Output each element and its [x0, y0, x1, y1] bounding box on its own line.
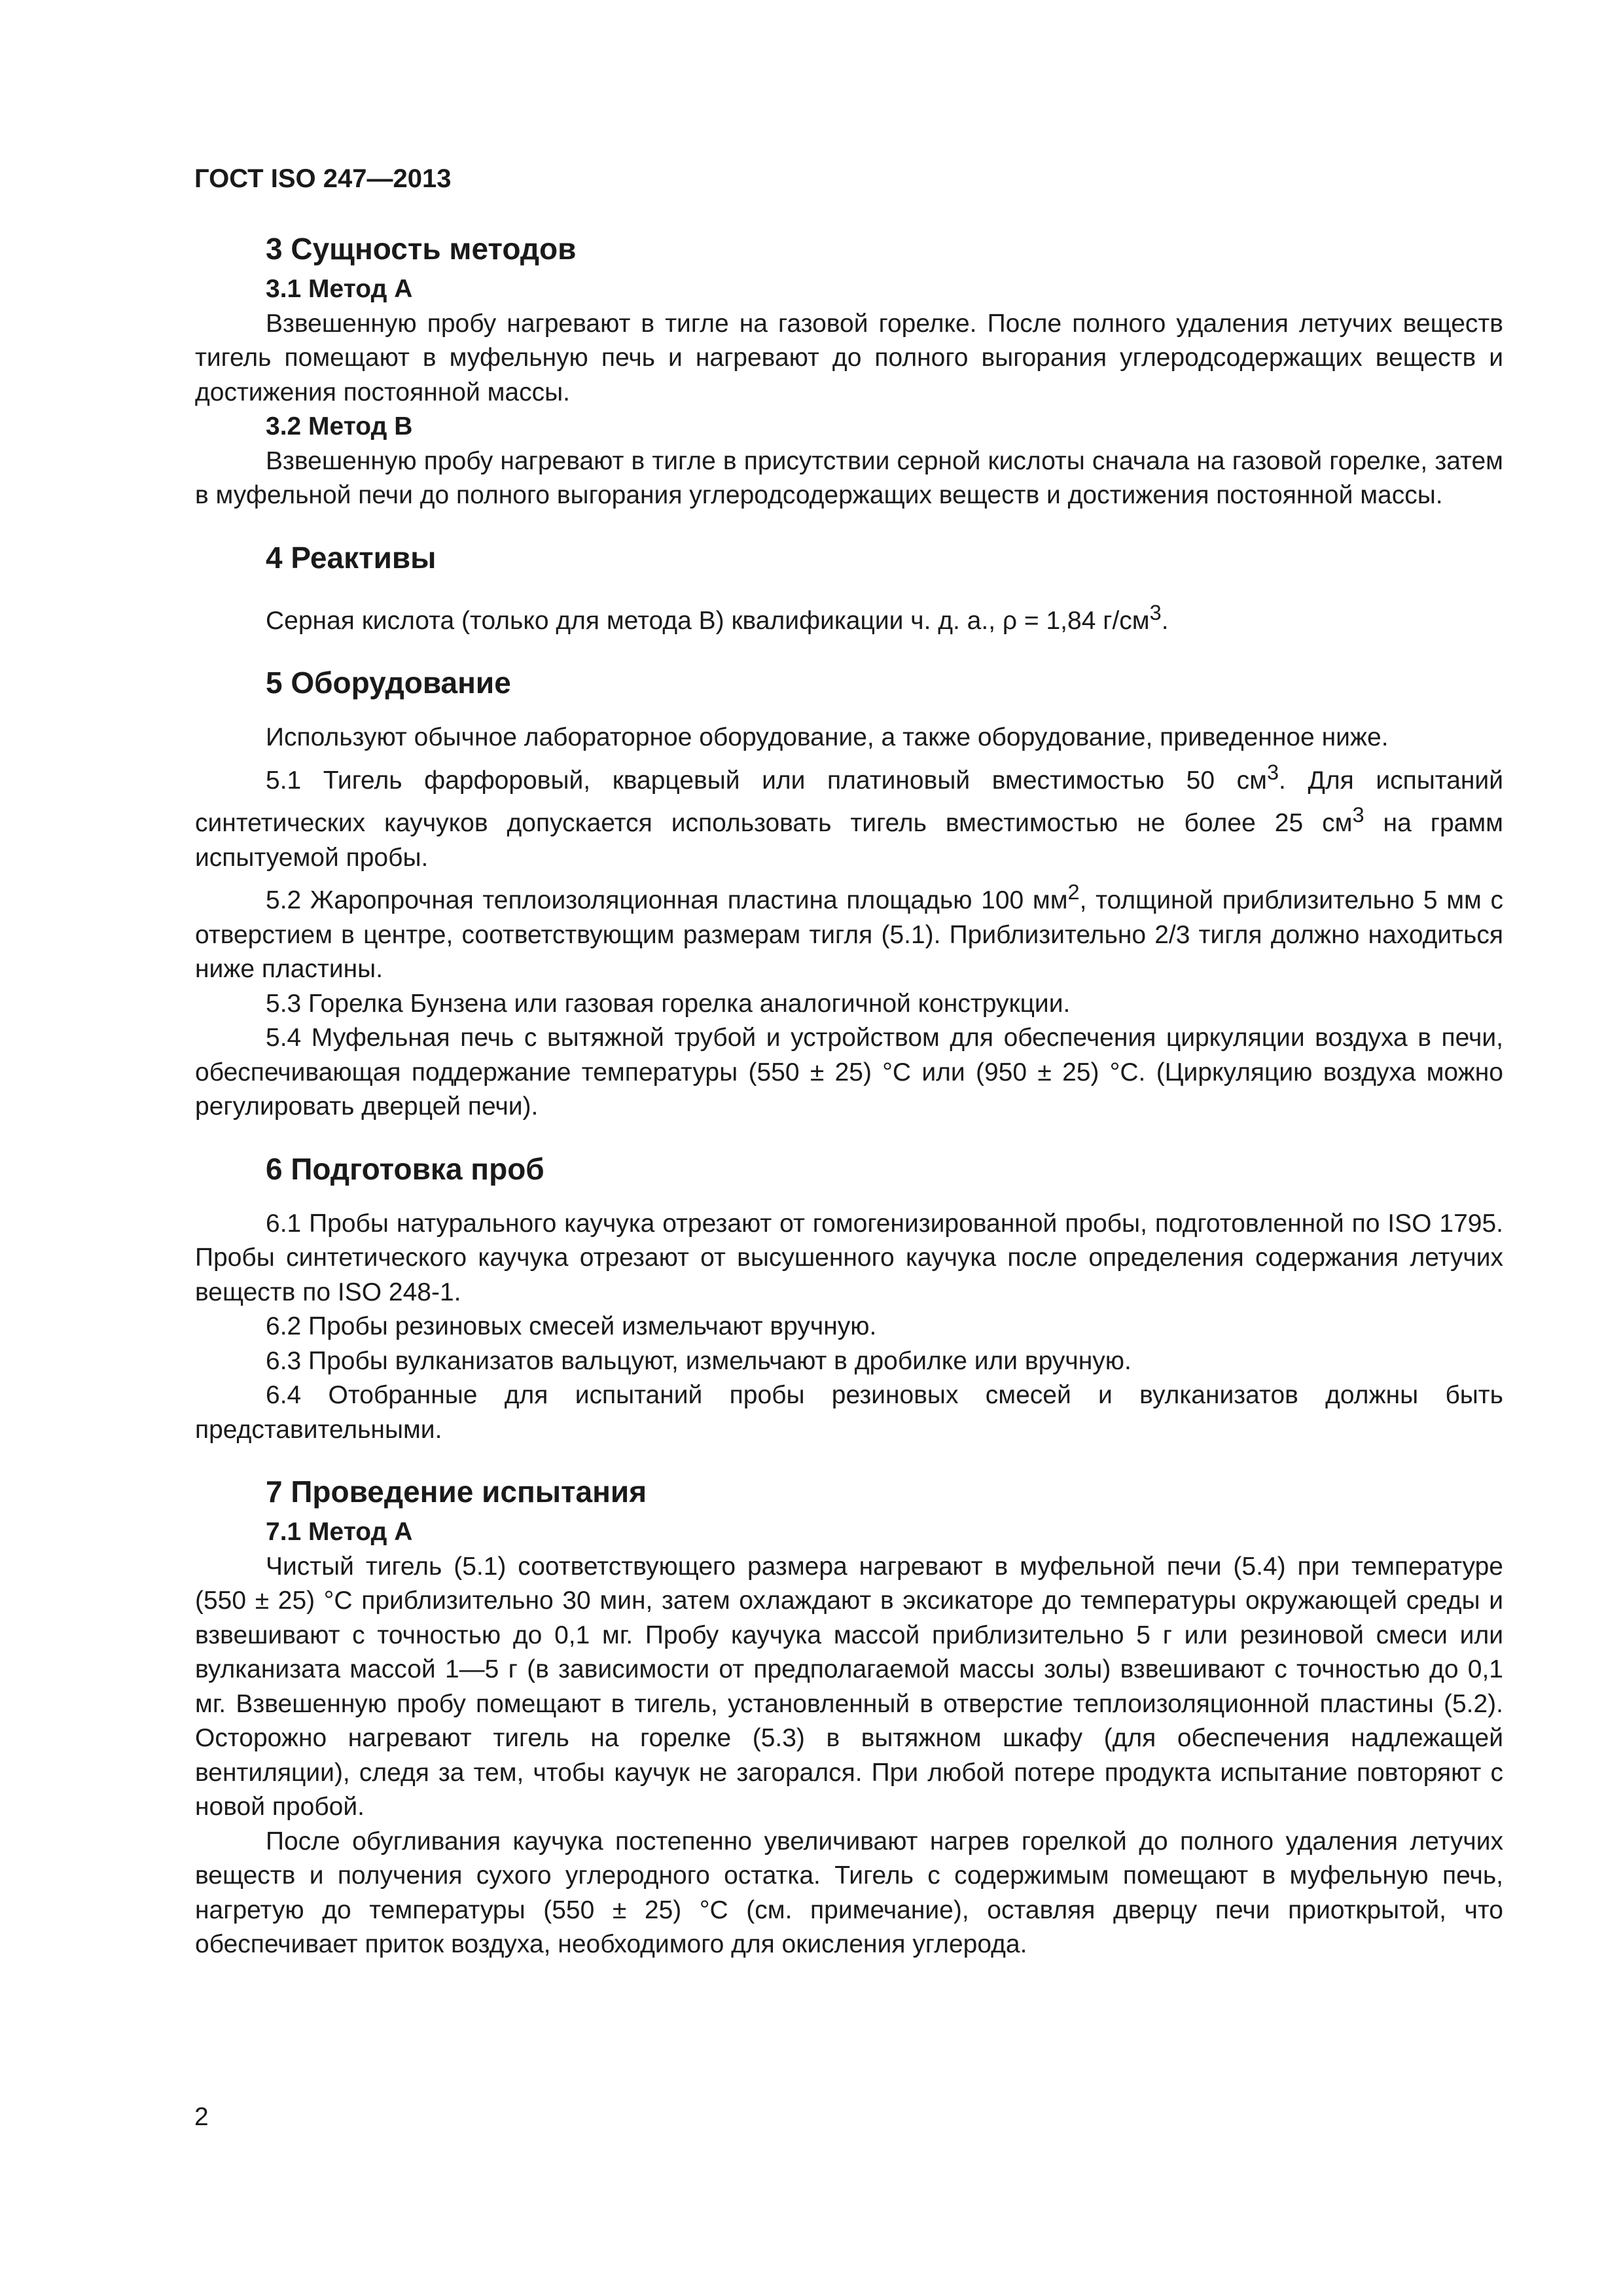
subsection-3-1-title: 3.1 Метод А	[266, 275, 413, 303]
page-number: 2	[194, 2103, 209, 2131]
clause-7-1-paragraph-2: После обугливания каучука постепенно увеличивают нагрев горелкой до полного удаления летучих веществ и получения сухого углеродного остатка. Тигель с содержимым помещают в муфельную печь, нагретую до температуры (550 ± 25) °С (см. примечание), оставляя дверцу печи приоткрытой, что обеспечивает приток воздуха, необходимого для окисления углерода.	[195, 1827, 1503, 1958]
clause-6-4: 6.4 Отобранные для испытаний пробы резиновых смесей и вулканизатов должны быть представительными.	[195, 1381, 1503, 1444]
section-6-title: 6 Подготовка проб	[266, 1151, 544, 1186]
clause-7-1-paragraph-1: Чистый тигель (5.1) соответствующего размера нагревают в муфельной печи (5.4) при температуре (550 ± 25) °С приблизительно 30 мин, затем охлаждают в эксикаторе до температуры окружающей среды и взвешивают с точностью до 0,1 мг. Пробу каучука массой приблизительно 5 г или резиновой смеси или вулканизата массой 1—5 г (в зависимости от предполагаемой массы золы) взвешивают с точностью до 0,1 мг. Взвешенную пробу помещают в тигель, установленный в отверстие теплоизоляционной пластины (5.2). Осторожно нагревают тигель на горелке (5.3) в вытяжном шкафу (для обеспечения надлежащей вентиляции), следя за тем, чтобы каучук не загорался. При любой потере продукта испытание повторяют с новой пробой.	[195, 1552, 1503, 1821]
subsection-3-2-text: Взвешенную пробу нагревают в тигле в присутствии серной кислоты сначала на газовой горелке, затем в муфельной печи до полного выгорания углеродсодержащих веществ и достижения постоянной массы.	[195, 446, 1503, 509]
section-3-title: 3 Сущность методов	[266, 232, 577, 266]
clause-5-4: 5.4 Муфельная печь с вытяжной трубой и устройством для обеспечения циркуляции воздуха в печи, обеспечивающая поддержание температуры (550 ± 25) °С или (950 ± 25) °С. (Циркуляцию воздуха можно регулировать дверцей печи).	[195, 1024, 1503, 1121]
section-7-title: 7 Проведение испытания	[266, 1475, 647, 1509]
clause-5-3: 5.3 Горелка Бунзена или газовая горелка аналогичной конструкции.	[266, 989, 1071, 1018]
clause-6-1: 6.1 Пробы натурального каучука отрезают от гомогенизированной пробы, подготовленной по ISO 1795. Пробы синтетического каучука отрезают от высушенного каучука после определения содержания летучих веществ по ISO 248-1.	[195, 1209, 1503, 1306]
clause-6-3: 6.3 Пробы вулканизатов вальцуют, измельчают в дробилке или вручную.	[266, 1346, 1132, 1375]
clause-5-1: 5.1 Тигель фарфоровый, кварцевый или платиновый вместимостью 50 $см^3$. Для испытаний синтетических каучуков допускается использовать тигель вместимостью не более 25 $см^3$ на грамм испытуемой пробы.	[195, 760, 1503, 872]
subsection-3-2-title: 3.2 Метод В	[266, 412, 413, 440]
subsection-3-1-text: Взвешенную пробу нагревают в тигле на газовой горелке. После полного удаления летучих веществ тигель помещают в муфельную печь и нагревают до полного выгорания углеродсодержащих веществ и достижения постоянной массы.	[195, 309, 1503, 406]
section-4-title: 4 Реактивы	[266, 540, 437, 575]
clause-6-2: 6.2 Пробы резиновых смесей измельчают вручную.	[266, 1312, 877, 1340]
section-5-intro: Используют обычное лабораторное оборудование, а также оборудование, приведенное ниже.	[266, 723, 1389, 751]
document-body	[195, 229, 1503, 1962]
section-4-text: Серная кислота (только для метода В) квалификации ч. д. а., ρ = 1,84 $г/см^3$.	[266, 600, 1169, 635]
section-5-title: 5 Оборудование	[266, 666, 511, 700]
clause-5-2: 5.2 Жаропрочная теплоизоляционная пластина площадью 100 $мм^2$, толщиной приблизительно 5 мм с отверстием в центре, соответствующим размерам тигля (5.1). Приблизительно 2/3 тигля должно находиться ниже пластины.	[195, 880, 1503, 983]
subsection-7-1-title: 7.1 Метод А	[266, 1518, 413, 1546]
document-code-header: ГОСТ ISO 247—2013	[194, 164, 452, 193]
